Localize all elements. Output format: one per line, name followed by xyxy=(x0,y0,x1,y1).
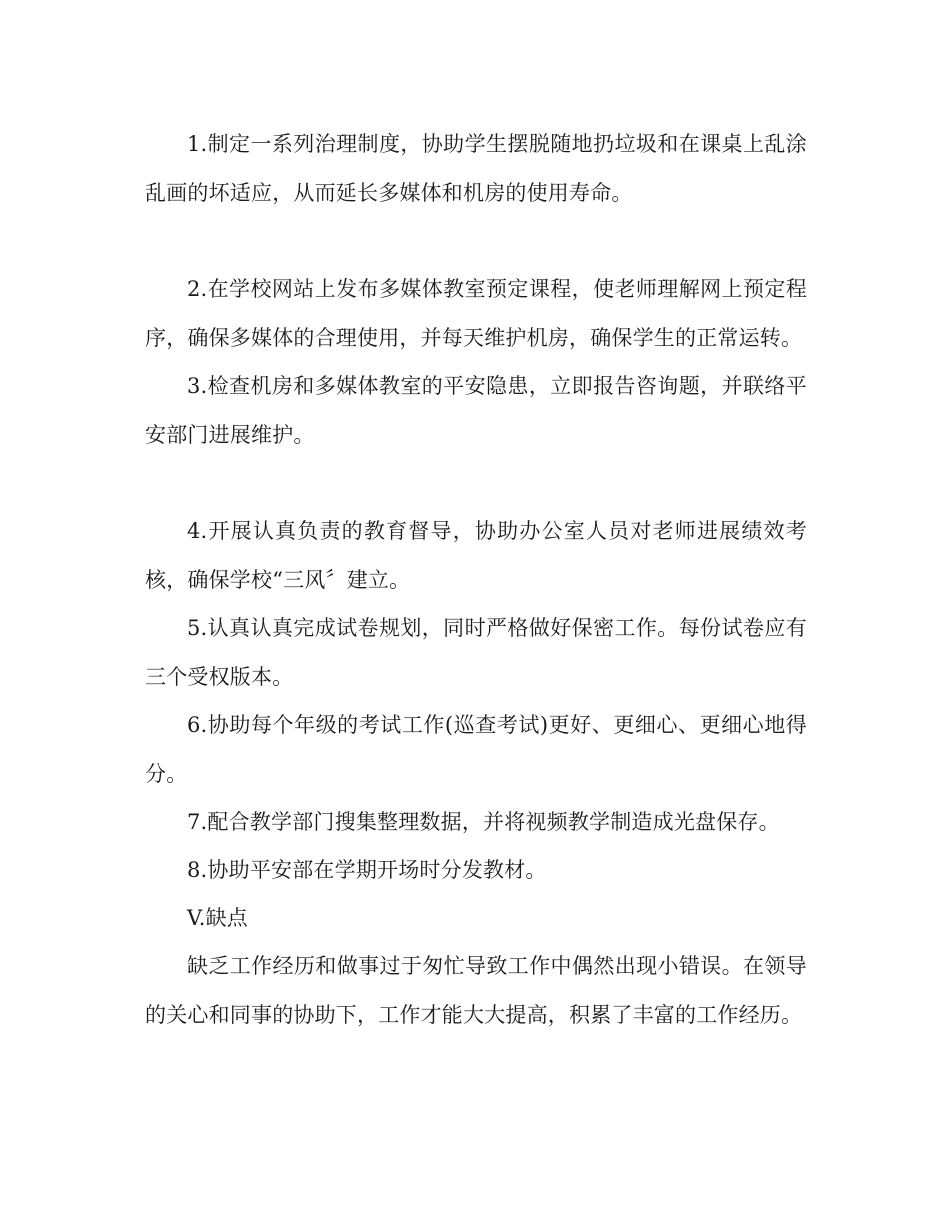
paragraph-item-6: 6.协助每个年级的考试工作(巡查考试)更好、更细心、更细心地得分。 xyxy=(145,713,807,786)
section-heading-shortcomings: V.缺点 xyxy=(187,906,248,930)
paragraph-item-5: 5.认真认真完成试卷规划，同时严格做好保密工作。每份试卷应有三个受权版本。 xyxy=(145,616,807,689)
paragraph-item-3: 3.检查机房和多媒体教室的平安隐患，立即报告咨询题，并联络平安部门进展维护。 xyxy=(145,374,807,447)
paragraph-item-4: 4.开展认真负责的教育督导，协助办公室人员对老师进展绩效考核，确保学校“三风〞建立。 xyxy=(145,519,807,592)
paragraph-item-2: 2.在学校网站上发布多媒体教室预定课程，使老师理解网上预定程序，确保多媒体的合理使用，并每天维护机房，确保学生的正常运转。 xyxy=(145,277,807,350)
paragraph-item-1: 1.制定一系列治理制度，协助学生摆脱随地扔垃圾和在课桌上乱涂乱画的坏适应，从而延长多媒体和机房的使用寿命。 xyxy=(145,132,807,205)
paragraph-item-7: 7.配合教学部门搜集整理数据，并将视频教学制造成光盘保存。 xyxy=(187,810,780,834)
paragraph-shortcomings: 缺乏工作经历和做事过于匆忙导致工作中偶然出现小错误。在领导的关心和同事的协助下，工作才能大大提高，积累了丰富的工作经历。 xyxy=(145,954,807,1027)
paragraph-item-8: 8.协助平安部在学期开场时分发教材。 xyxy=(187,858,547,882)
